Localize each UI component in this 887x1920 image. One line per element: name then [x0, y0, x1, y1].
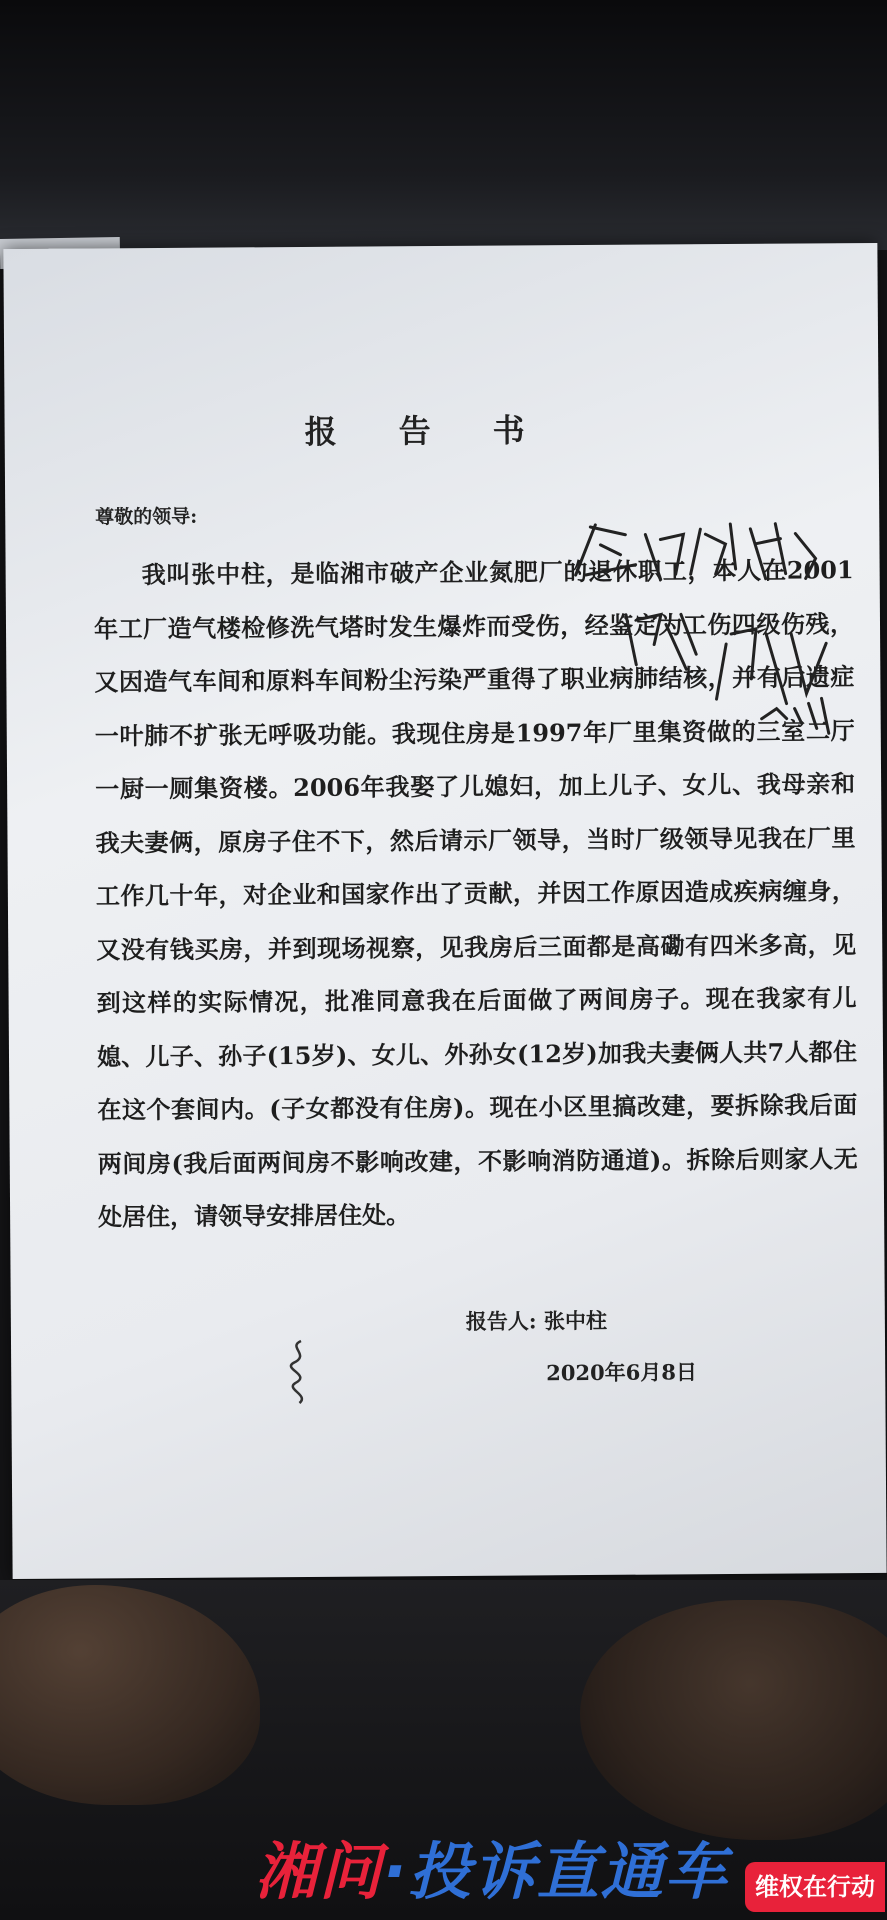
document-body: 我叫张中柱，是临湘市破产企业氮肥厂的退休职工，本人在2001年工厂造气楼检修洗气塔时发生爆炸而受伤，经鉴定为工伤四级伤残，又因造气车间和原料车间粉尘污染严重得了职业病肺结核，并有后遗症一叶肺不扩张无呼吸功能。我现住房是1997年厂里集资做的三室二厅一厨一厕集资楼。2006年我娶了儿媳妇，加上儿子、女儿、我母亲和我夫妻俩，原房子住不下，然后请示厂领导，当时厂级领导见我在厂里工作几十年，对企业和国家作出了贡献，并因工作原因造成疾病缠身，又没有钱买房，并到现场视察，见我房后三面都是高磡有四米多高，见到这样的实际情况，批准同意我在后面做了两间房子。现在我家有儿媳、儿子、孙子(15岁)、女儿、外孙女(12岁)加我夫妻俩人共7人都住在这个套间内。(子女都没有住房)。现在小区里搞改建，要拆除我后面两间房(我后面两间房不影响改建，不影响消防通道)。拆除后则家人无处居住，请领导安排居住处。 [93, 555, 858, 1232]
watermark-badge: 维权在行动 [745, 1862, 885, 1912]
document-title: 报告书 [304, 410, 587, 451]
handwritten-annotation [565, 503, 867, 765]
document-date: 2020年6月8日 [546, 1359, 697, 1386]
source-watermark [255, 1822, 729, 1911]
watermark-slogan: ·投诉直通车 [383, 1835, 729, 1908]
report-paper [3, 243, 886, 1579]
squiggle-mark-icon [281, 1337, 321, 1407]
watermark-brand: 湘问 [255, 1835, 384, 1908]
photo-background-top [0, 0, 887, 250]
salutation: 尊敬的领导: [95, 505, 198, 529]
reporter-signoff: 报告人: 张中柱 [465, 1307, 608, 1334]
